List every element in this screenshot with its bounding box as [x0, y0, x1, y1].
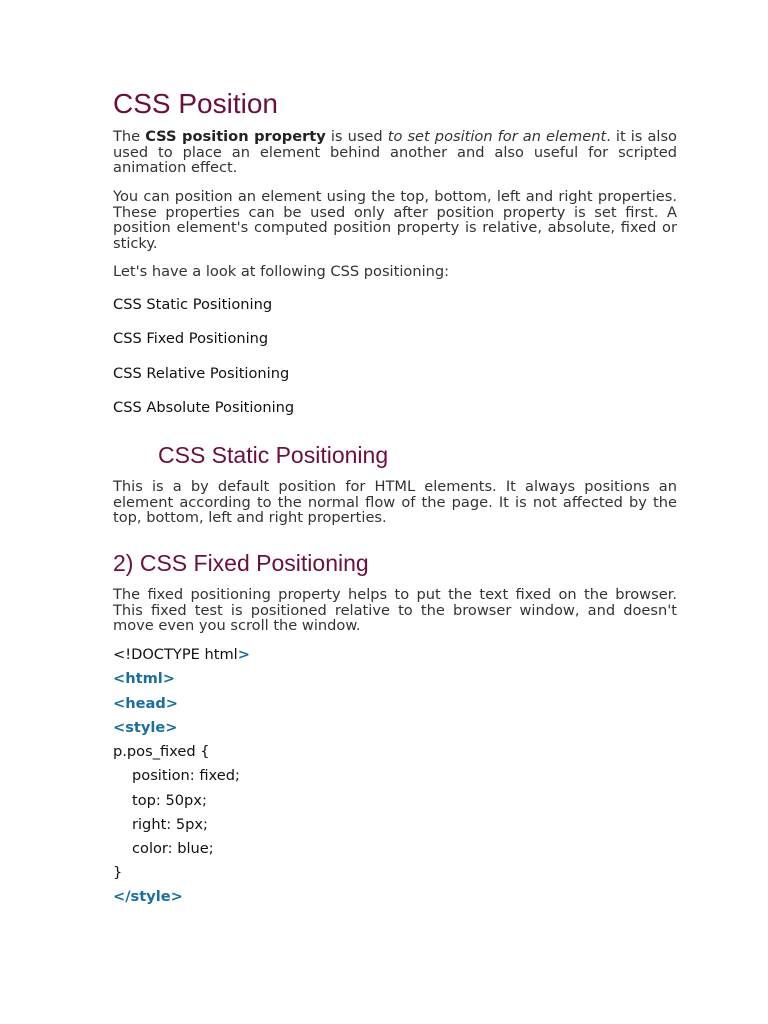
- code-style-tag: <style>: [113, 719, 178, 736]
- static-positioning-heading: CSS Static Positioning: [158, 442, 389, 468]
- intro-prefix: The: [113, 128, 146, 145]
- code-head-tag: <head>: [113, 695, 179, 712]
- position-properties-paragraph: You can position an element using the top, bottom, left and right properties. These properties can be used only after position property is set first. A position element's computed position property is relative, absolute, fixed or sticky.: [113, 188, 677, 252]
- code-declaration-color: color: blue;: [132, 840, 214, 857]
- code-style-close-tag: </style>: [113, 888, 183, 905]
- code-declaration-right: right: 5px;: [132, 816, 208, 833]
- intro-italic-phrase: to set position for an element: [387, 128, 607, 145]
- code-doctype-line: [113, 646, 250, 664]
- list-item-fixed: CSS Fixed Positioning: [113, 330, 269, 347]
- intro-bold-term: CSS position property: [145, 128, 326, 145]
- intro-suffix: . it is also used to place an element behind another and also useful for scripted animation effect.: [113, 128, 677, 177]
- code-declaration-position: position: fixed;: [132, 767, 240, 784]
- lookup-intro-text: Let's have a look at following CSS positioning:: [113, 263, 450, 280]
- fixed-positioning-text: The fixed positioning property helps to put the text fixed on the browser. This fixed test is positioned relative to the browser window, and doesn't move even you scroll the window.: [113, 586, 677, 635]
- intro-paragraph: [113, 129, 677, 176]
- code-doctype-close: >: [237, 646, 250, 663]
- code-declaration-top: top: 50px;: [132, 792, 207, 809]
- code-doctype-text: <!DOCTYPE html: [113, 646, 238, 663]
- list-item-absolute: CSS Absolute Positioning: [113, 399, 295, 416]
- list-item-relative: CSS Relative Positioning: [113, 365, 290, 382]
- static-positioning-text: This is a by default position for HTML elements. It always positions an element according to the normal flow of the page. It is not affected by the top, bottom, left and right properties.: [113, 478, 677, 527]
- code-html-tag: <html>: [113, 670, 176, 687]
- intro-middle: is used: [325, 128, 388, 145]
- fixed-positioning-heading: 2) CSS Fixed Positioning: [113, 550, 369, 576]
- code-close-brace: }: [113, 864, 123, 881]
- page-title: CSS Position: [113, 88, 278, 119]
- code-selector-line: p.pos_fixed {: [113, 743, 210, 760]
- list-item-static: CSS Static Positioning: [113, 296, 273, 313]
